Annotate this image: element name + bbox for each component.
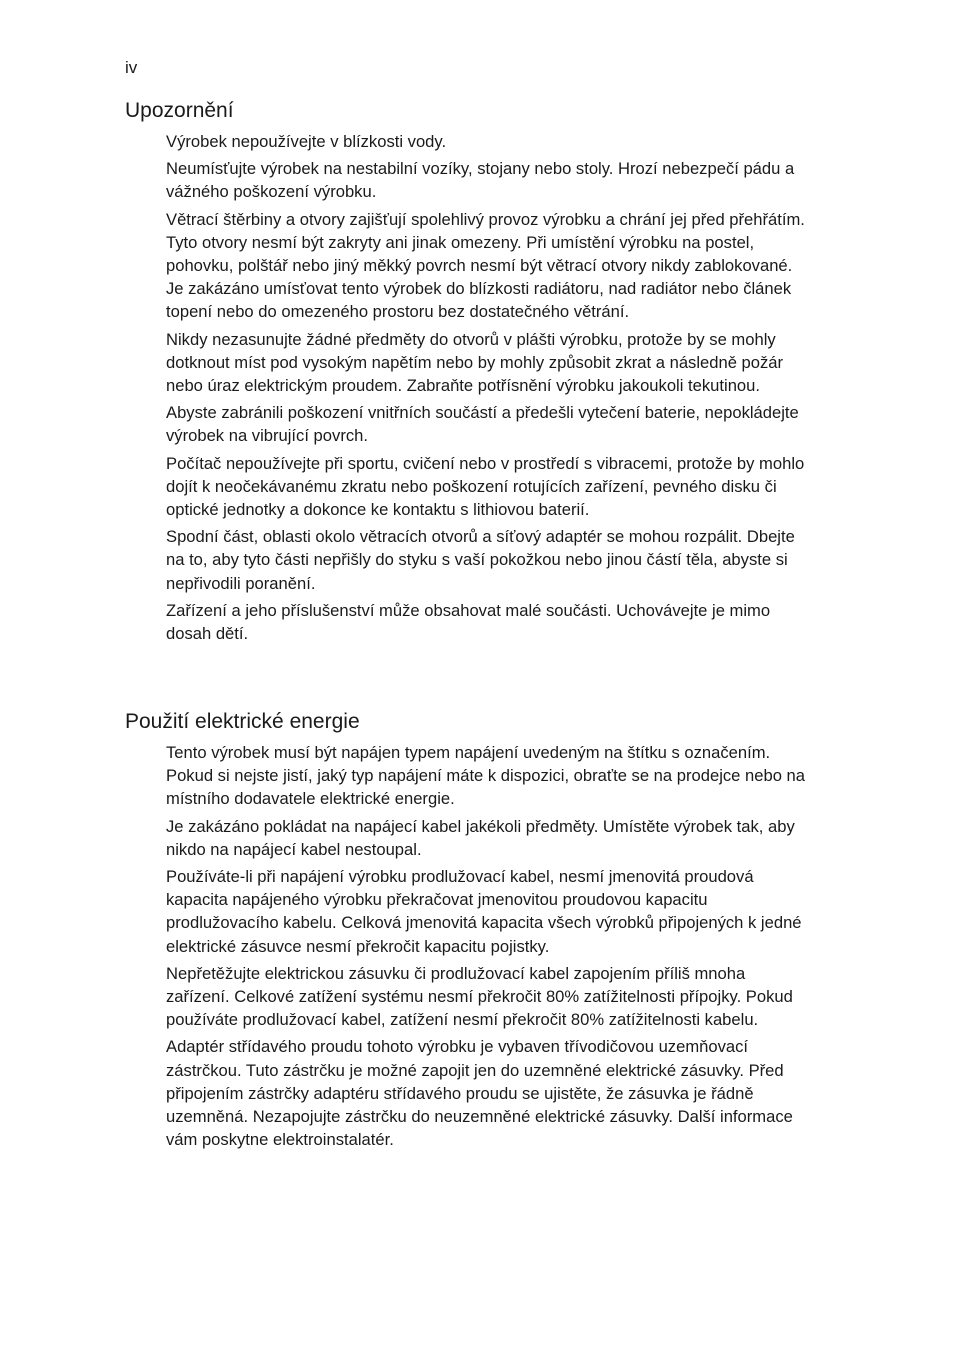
paragraph: Abyste zabránili poškození vnitřních součástí a předešli vytečení baterie, nepokládejte výrobek na vibrující povrch. (166, 403, 799, 446)
paragraph: Spodní část, oblasti okolo větracích otvorů a síťový adaptér se mohou rozpálit. Dbejte na to, aby tyto části nepřišly do styku s vaší pokožkou nebo jinou částí těla, abyste si nepřivodili poranění. (166, 527, 795, 593)
paragraph: Nepřetěžujte elektrickou zásuvku či prodlužovací kabel zapojením příliš mnoha zařízení. Celkové zatížení systému nesmí překročit 80% zatížitelnosti přípojky. Pokud používáte prodlužovací kabel, zatížení nesmí překročit 80% zatížitelnosti kabelu. (166, 963, 793, 1030)
page-number: iv (125, 58, 138, 77)
paragraph: Větrací štěrbiny a otvory zajišťují spolehlivý provoz výrobku a chrání jej před přehřátím. Tyto otvory nesmí být zakryty ani jinak omezeny. Při umístění výrobku na postel, pohovku, polštář nebo jiný měkký povrch nesmí být větrací otvory nikdy zablokované. Je zakázáno umísťovat tento výrobek do blízkosti radiátoru, nad radiátor nebo článek topení nebo do omezeného prostoru bez dostatečného větrání. (166, 209, 805, 322)
section-power-usage (125, 709, 825, 1155)
section-warnings (125, 98, 825, 649)
section-title: Upozornění (125, 99, 234, 122)
paragraph: Tento výrobek musí být napájen typem napájení uvedeným na štítku s označením. Pokud si nejste jistí, jaký typ napájení máte k dispozici, obraťte se na prodejce nebo na místního dodavatele elektrické energie. (166, 743, 805, 809)
paragraph: Používáte-li při napájení výrobku prodlužovací kabel, nesmí jmenovitá proudová kapacita napájeného výrobku překračovat jmenovitou proudovou kapacitu prodlužovacího kabelu. Celková jmenovitá kapacita všech výrobků připojených k jedné elektrické zásuvce nesmí překročit kapacitu pojistky. (166, 867, 802, 956)
paragraph: Adaptér střídavého proudu tohoto výrobku je vybaven třívodičovou uzemňovací zástrčkou. Tuto zástrčku je možné zapojit jen do uzemněné elektrické zásuvky. Před připojením zástrčky adaptéru střídavého proudu se ujistěte, že zásuvka je řádně uzemněná. Nezapojujte zástrčku do neuzemněné elektrické zásuvky. Další informace vám poskytne elektroinstalatér. (166, 1037, 793, 1150)
paragraph: Výrobek nepoužívejte v blízkosti vody. (166, 132, 447, 151)
paragraph: Nikdy nezasunujte žádné předměty do otvorů v plášti výrobku, protože by se mohly dotknout míst pod vysokým napětím nebo by mohly způsobit zkrat a následně požár nebo úraz elektrickým proudem. Zabraňte potřísnění výrobku jakoukoli tekutinou. (166, 329, 784, 396)
paragraph: Zařízení a jeho příslušenství může obsahovat malé součásti. Uchovávejte je mimo dosah dětí. (166, 600, 771, 644)
paragraph: Neumísťujte výrobek na nestabilní vozíky, stojany nebo stoly. Hrozí nebezpečí pádu a vážného poškození výrobku. (166, 159, 795, 202)
section-title: Použití elektrické energie (125, 710, 360, 733)
paragraph: Počítač nepoužívejte při sportu, cvičení nebo v prostředí s vibracemi, protože by mohlo dojít k neočekávanému zkratu nebo poškození rotujících zařízení, pevného disku či optické jednotky a dokonce ke kontaktu s lithiovou baterií. (166, 453, 805, 520)
paragraph: Je zakázáno pokládat na napájecí kabel jakékoli předměty. Umístěte výrobek tak, aby nikdo na napájecí kabel nestoupal. (166, 816, 795, 859)
